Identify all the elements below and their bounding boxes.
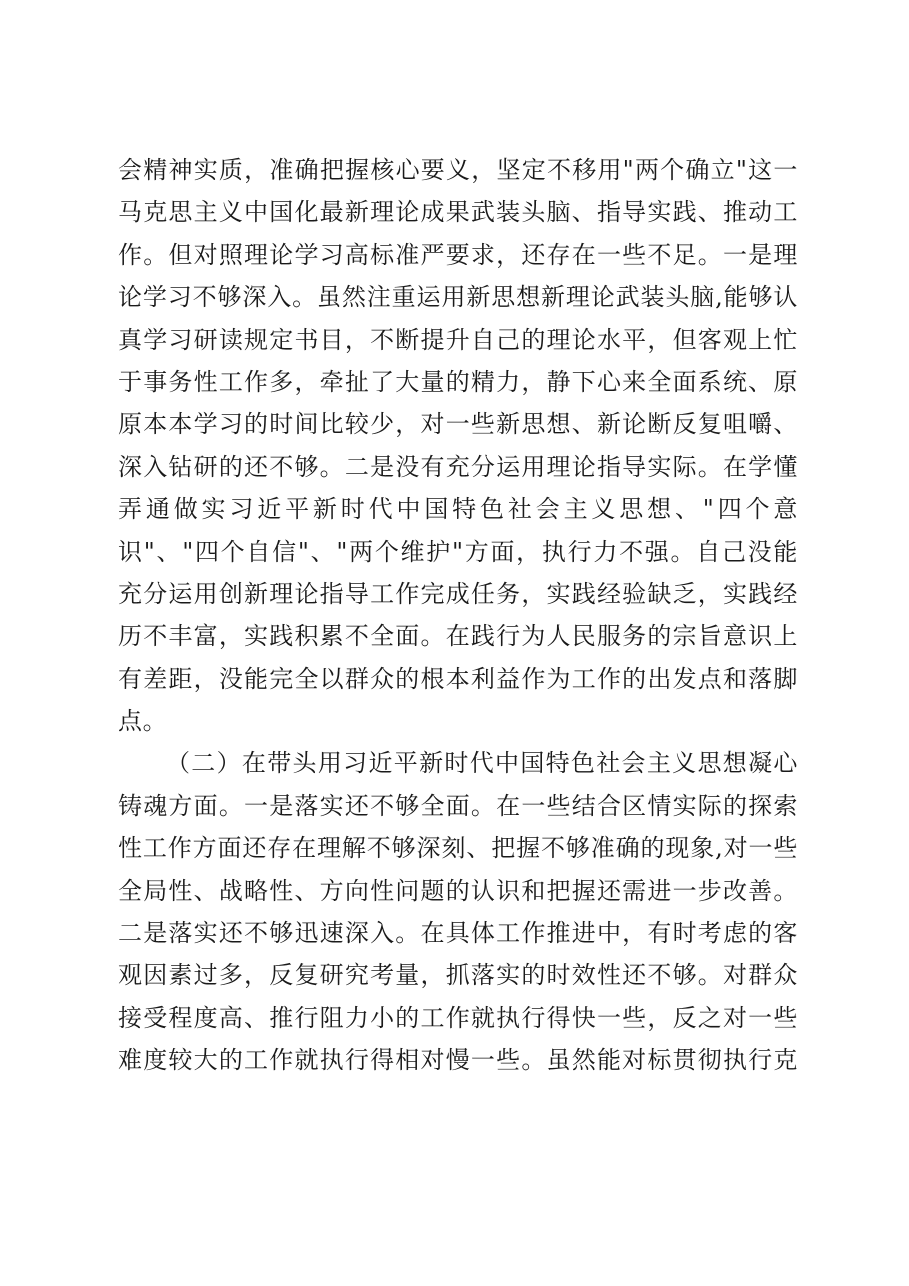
text-line: 接受程度高、推行阻力小的工作就执行得快一些，反之对一些 (118, 1003, 798, 1032)
text-line: 于事务性工作多，牵扯了大量的精力，静下心来全面系统、原 (118, 367, 798, 396)
text-line: 马克思主义中国化最新理论成果武装头脑、指导实践、推动工 (118, 198, 798, 227)
text-line: 会精神实质，准确把握核心要义，坚定不移用"两个确立"这一 (118, 156, 798, 184)
text-line: 铸魂方面。一是落实还不够全面。在一些结合区情实际的探索 (118, 791, 798, 820)
section-heading-line: （二）在带头用习近平新时代中国特色社会主义思想凝心 (166, 749, 798, 778)
text-line: 充分运用创新理论指导工作完成任务，实践经验缺乏，实践经 (118, 579, 798, 608)
text-line: 观因素过多，反复研究考量，抓落实的时效性还不够。对群众 (118, 961, 798, 990)
text-line: 难度较大的工作就执行得相对慢一些。虽然能对标贯彻执行克 (118, 1046, 798, 1075)
text-line: 深入钻研的还不够。二是没有充分运用理论指导实际。在学懂 (118, 452, 798, 481)
text-line: 原本本学习的时间比较少，对一些新思想、新论断反复咀嚼、 (118, 410, 798, 439)
text-line: 真学习研读规定书目，不断提升自己的理论水平，但客观上忙 (118, 325, 798, 354)
text-line: 论学习不够深入。虽然注重运用新思想新理论武装头脑,能够认 (118, 283, 798, 312)
text-line: 二是落实还不够迅速深入。在具体工作推进中，有时考虑的客 (118, 919, 798, 948)
text-line: 作。但对照理论学习高标准严要求，还存在一些不足。一是理 (118, 240, 798, 269)
text-line: 识"、"四个自信"、"两个维护"方面，执行力不强。自己没能 (118, 537, 798, 566)
document-body (118, 149, 798, 1082)
text-line: 弄通做实习近平新时代中国特色社会主义思想、"四个意 (118, 495, 798, 524)
text-line: 历不丰富，实践积累不全面。在践行为人民服务的宗旨意识上 (118, 622, 798, 651)
text-line: 全局性、战略性、方向性问题的认识和把握还需进一步改善。 (118, 876, 798, 905)
text-line: 点。 (118, 707, 168, 736)
text-line: 有差距，没能完全以群众的根本利益作为工作的出发点和落脚 (118, 664, 798, 693)
text-line: 性工作方面还存在理解不够深刻、把握不够准确的现象,对一些 (118, 834, 798, 863)
